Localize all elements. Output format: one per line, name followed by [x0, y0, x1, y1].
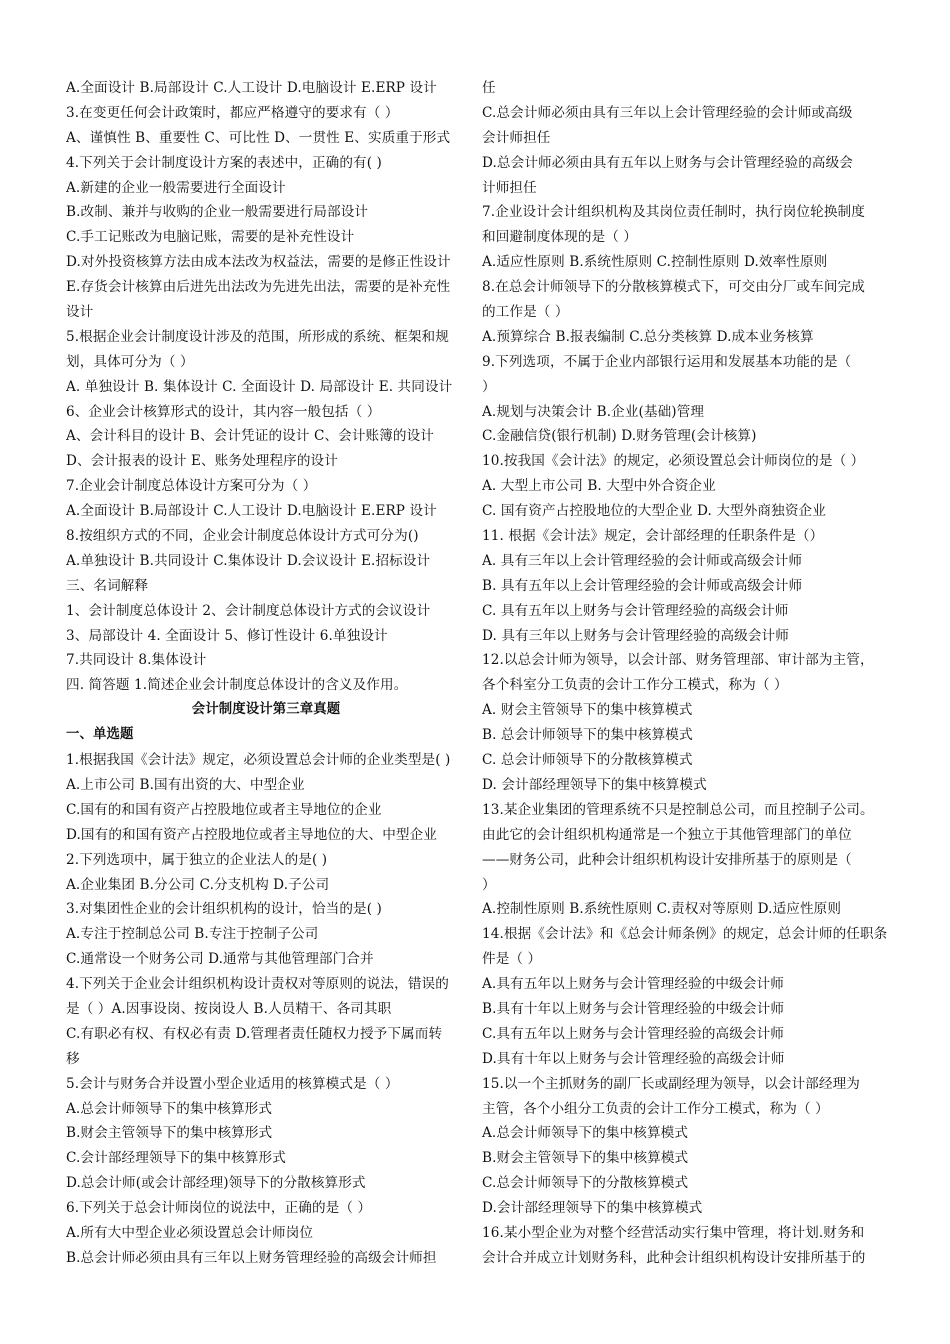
text-line: 7.企业设计会计组织机构及其岗位责任制时，执行岗位轮换制度 — [482, 204, 865, 221]
text-line: D.国有的和国有资产占控股地位或者主导地位的大、中型企业 — [66, 826, 437, 843]
text-line: B. 总会计师领导下的集中核算模式 — [482, 727, 693, 744]
text-line: ） — [482, 876, 496, 893]
text-line: A.控制性原则 B.系统性原则 C.责权对等原则 D.适应性原则 — [482, 901, 842, 918]
text-line: 8.按组织方式的不同，企业会计制度总体设计方式可分为() — [66, 528, 419, 545]
text-line: A.总会计师领导下的集中核算形式 — [66, 1100, 273, 1117]
text-line: 6.下列关于总会计师岗位的说法中，正确的是（ ） — [66, 1200, 372, 1217]
text-line: 14.根据《会计法》和《总会计师条例》的规定，总会计师的任职条 — [482, 926, 888, 943]
text-line: 1.根据我国《会计法》规定，必须设置总会计师的企业类型是( ) — [66, 752, 451, 769]
text-line: 3.在变更任何会计政策时，都应严格遵守的要求有（ ） — [66, 104, 399, 121]
text-line: C.国有的和国有资产占控股地位或者主导地位的企业 — [66, 801, 382, 818]
text-line: 10.按我国《会计法》的规定，必须设置总会计师岗位的是（ ） — [482, 453, 865, 470]
text-line: 3.对集团性企业的会计组织机构的设计，恰当的是( ) — [66, 901, 382, 918]
text-line: 件是（ ） — [482, 951, 542, 968]
text-line: A.单独设计 B.共同设计 C.集体设计 D.会议设计 E.招标设计 — [66, 552, 431, 569]
text-line: 2.下列选项中，属于独立的企业法人的是( ) — [66, 851, 328, 868]
text-line: A. 大型上市公司 B. 大型中外合资企业 — [482, 478, 716, 495]
text-line: 9.下列选项，不属于企业内部银行运用和发展基本功能的是（ — [482, 353, 852, 370]
text-line: 会计师担任 — [482, 129, 551, 146]
text-line: A、谨慎性 B、重要性 C、可比性 D、一贯性 E、实质重于形式 — [66, 129, 451, 146]
text-line: B. 具有五年以上会计管理经验的会计师或高级会计师 — [482, 577, 803, 594]
text-line: 12.以总会计师为领导，以会计部、财务管理部、审计部为主管， — [482, 652, 874, 669]
text-line: A.总会计师领导下的集中核算模式 — [482, 1125, 689, 1142]
text-line: 的工作是（ ） — [482, 304, 569, 321]
text-line: C.具有五年以上财务与会计管理经验的高级会计师 — [482, 1025, 785, 1042]
text-line: 是（ ）A.因事设岗、按岗设人 B.人员精干、各司其职 — [66, 1000, 392, 1017]
right-column — [482, 76, 888, 1271]
section-heading: 一、单选题 — [66, 727, 134, 743]
text-line: ） — [482, 378, 496, 395]
text-line: 5.根据企业会计制度设计涉及的范围，所形成的系统、框架和规 — [66, 328, 449, 345]
text-line: C.通常设一个财务公司 D.通常与其他管理部门合并 — [66, 951, 374, 968]
text-line: D. 具有三年以上财务与会计管理经验的高级会计师 — [482, 627, 789, 644]
text-line: A.全面设计 B.局部设计 C.人工设计 D.电脑设计 E.ERP 设计 — [66, 80, 437, 96]
left-column — [66, 76, 466, 1271]
text-line: C. 国有资产占控股地位的大型企业 D. 大型外商独资企业 — [482, 503, 826, 520]
text-line: B.财会主管领导下的集中核算形式 — [66, 1125, 273, 1142]
text-line: A.预算综合 B.报表编制 C.总分类核算 D.成本业务核算 — [482, 328, 814, 345]
text-line: A.具有五年以上财务与会计管理经验的中级会计师 — [482, 976, 784, 993]
text-line: D、会计报表的设计 E、账务处理程序的设计 — [66, 453, 338, 470]
text-line: D.总会计师必须由具有五年以上财务与会计管理经验的高级会 — [482, 154, 853, 171]
text-line: A.规划与决策会计 B.企业(基础)管理 — [482, 403, 705, 420]
text-line: A.专注于控制总公司 B.专注于控制子公司 — [66, 926, 319, 943]
text-line: C.手工记账改为电脑记账，需要的是补充性设计 — [66, 229, 355, 246]
text-line: A. 单独设计 B. 集体设计 C. 全面设计 D. 局部设计 E. 共同设计 — [66, 378, 453, 395]
text-line: 15.以一个主抓财务的副厂长或副经理为领导，以会计部经理为 — [482, 1075, 860, 1092]
text-line: C.总会计师领导下的分散核算模式 — [482, 1175, 689, 1192]
text-line: 三、名词解释 — [66, 577, 149, 594]
text-line: 移 — [66, 1050, 80, 1067]
text-line: D.会计部经理领导下的集中核算模式 — [482, 1200, 703, 1217]
text-line: A. 具有三年以上会计管理经验的会计师或高级会计师 — [482, 552, 803, 569]
text-line: A.适应性原则 B.系统性原则 C.控制性原则 D.效率性原则 — [482, 254, 828, 271]
text-line: D.对外投资核算方法由成本法改为权益法，需要的是修正性设计 — [66, 254, 451, 271]
text-line: 8.在总会计师领导下的分散核算模式下，可交由分厂或车间完成 — [482, 279, 865, 296]
text-line: 主管，各个小组分工负责的会计工作分工模式，称为（ ） — [482, 1100, 829, 1117]
text-line: C.会计部经理领导下的集中核算形式 — [66, 1150, 286, 1167]
text-line: B.财会主管领导下的集中核算模式 — [482, 1150, 689, 1167]
text-line: 计师担任 — [482, 179, 537, 196]
text-line: 7.共同设计 8.集体设计 — [66, 652, 207, 669]
text-line: E.存货会计核算由后进先出法改为先进先出法，需要的是补充性 — [66, 279, 451, 296]
text-line: C. 总会计师领导下的分散核算模式 — [482, 752, 693, 769]
text-line: A.所有大中型企业必须设置总会计师岗位 — [66, 1224, 314, 1241]
text-line: A.企业集团 B.分公司 C.分支机构 D.子公司 — [66, 876, 330, 893]
text-line: 4.下列关于企业会计组织机构设计责权对等原则的说法，错误的 — [66, 976, 449, 993]
text-line: 设计 — [66, 304, 94, 321]
text-line: 划，具体可分为（ ） — [66, 353, 194, 370]
text-line: A. 财会主管领导下的集中核算模式 — [482, 702, 693, 719]
text-line: 13.某企业集团的管理系统不只是控制总公司，而且控制子公司。 — [482, 801, 874, 818]
text-line: B.具有十年以上财务与会计管理经验的中级会计师 — [482, 1000, 785, 1017]
text-line: C.金融信贷(银行机制) D.财务管理(会计核算) — [482, 428, 757, 445]
text-line: D.总会计师(或会计部经理)领导下的分散核算形式 — [66, 1175, 366, 1192]
text-line: 7.企业会计制度总体设计方案可分为（ ） — [66, 478, 317, 495]
text-line: A.全面设计 B.局部设计 C.人工设计 D.电脑设计 E.ERP 设计 — [66, 503, 437, 520]
text-line: D.具有十年以上财务与会计管理经验的高级会计师 — [482, 1050, 785, 1067]
text-line: C. 具有五年以上财务与会计管理经验的高级会计师 — [482, 602, 789, 619]
text-line: A.上市公司 B.国有出资的大、中型企业 — [66, 776, 305, 793]
text-line: 3、局部设计 4. 全面设计 5、修订性设计 6.单独设计 — [66, 627, 388, 644]
text-line: C.总会计师必须由具有三年以上会计管理经验的会计师或高级 — [482, 104, 853, 121]
section-title: 会计制度设计第三章真题 — [191, 702, 341, 718]
text-line: 1、会计制度总体设计 2、会计制度总体设计方式的会议设计 — [66, 602, 431, 619]
text-line: 11. 根据《会计法》规定，会计部经理的任职条件是（） — [482, 528, 824, 545]
text-line: 会计合并成立计划财务科，此种会计组织机构设计安排所基于的 — [482, 1249, 866, 1266]
text-line: 16.某小型企业为对整个经营活动实行集中管理，将计划.财务和 — [482, 1224, 865, 1241]
text-line: B.改制、兼并与收购的企业一般需要进行局部设计 — [66, 204, 369, 221]
text-line: 6、企业会计核算形式的设计，其内容一般包括（ ） — [66, 403, 381, 420]
text-line: 各个科室分工负责的会计工作分工模式，称为（ ） — [482, 677, 788, 694]
text-line: 和回避制度体现的是（ ） — [482, 229, 638, 246]
text-line: 由此它的会计组织机构通常是一个独立于其他管理部门的单位 — [482, 826, 852, 843]
text-line: C.有职必有权、有权必有责 D.管理者责任随权力授予下属而转 — [66, 1025, 443, 1042]
text-line: 任 — [482, 80, 496, 96]
text-line: 四. 简答题 1.简述企业会计制度总体设计的含义及作用。 — [66, 677, 408, 694]
text-line: A、会计科目的设计 B、会计凭证的设计 C、会计账簿的设计 — [66, 428, 434, 445]
text-line: B.总会计师必须由具有三年以上财务管理经验的高级会计师担 — [66, 1249, 437, 1266]
text-line: 4.下列关于会计制度设计方案的表述中，正确的有( ) — [66, 154, 382, 171]
text-line: D. 会计部经理领导下的集中核算模式 — [482, 776, 707, 793]
text-line: ——财务公司，此种会计组织机构设计安排所基于的原则是（ — [482, 851, 852, 868]
text-line: 5.会计与财务合并设置小型企业适用的核算模式是（ ） — [66, 1075, 399, 1092]
text-line: A.新建的企业一般需要进行全面设计 — [66, 179, 286, 196]
